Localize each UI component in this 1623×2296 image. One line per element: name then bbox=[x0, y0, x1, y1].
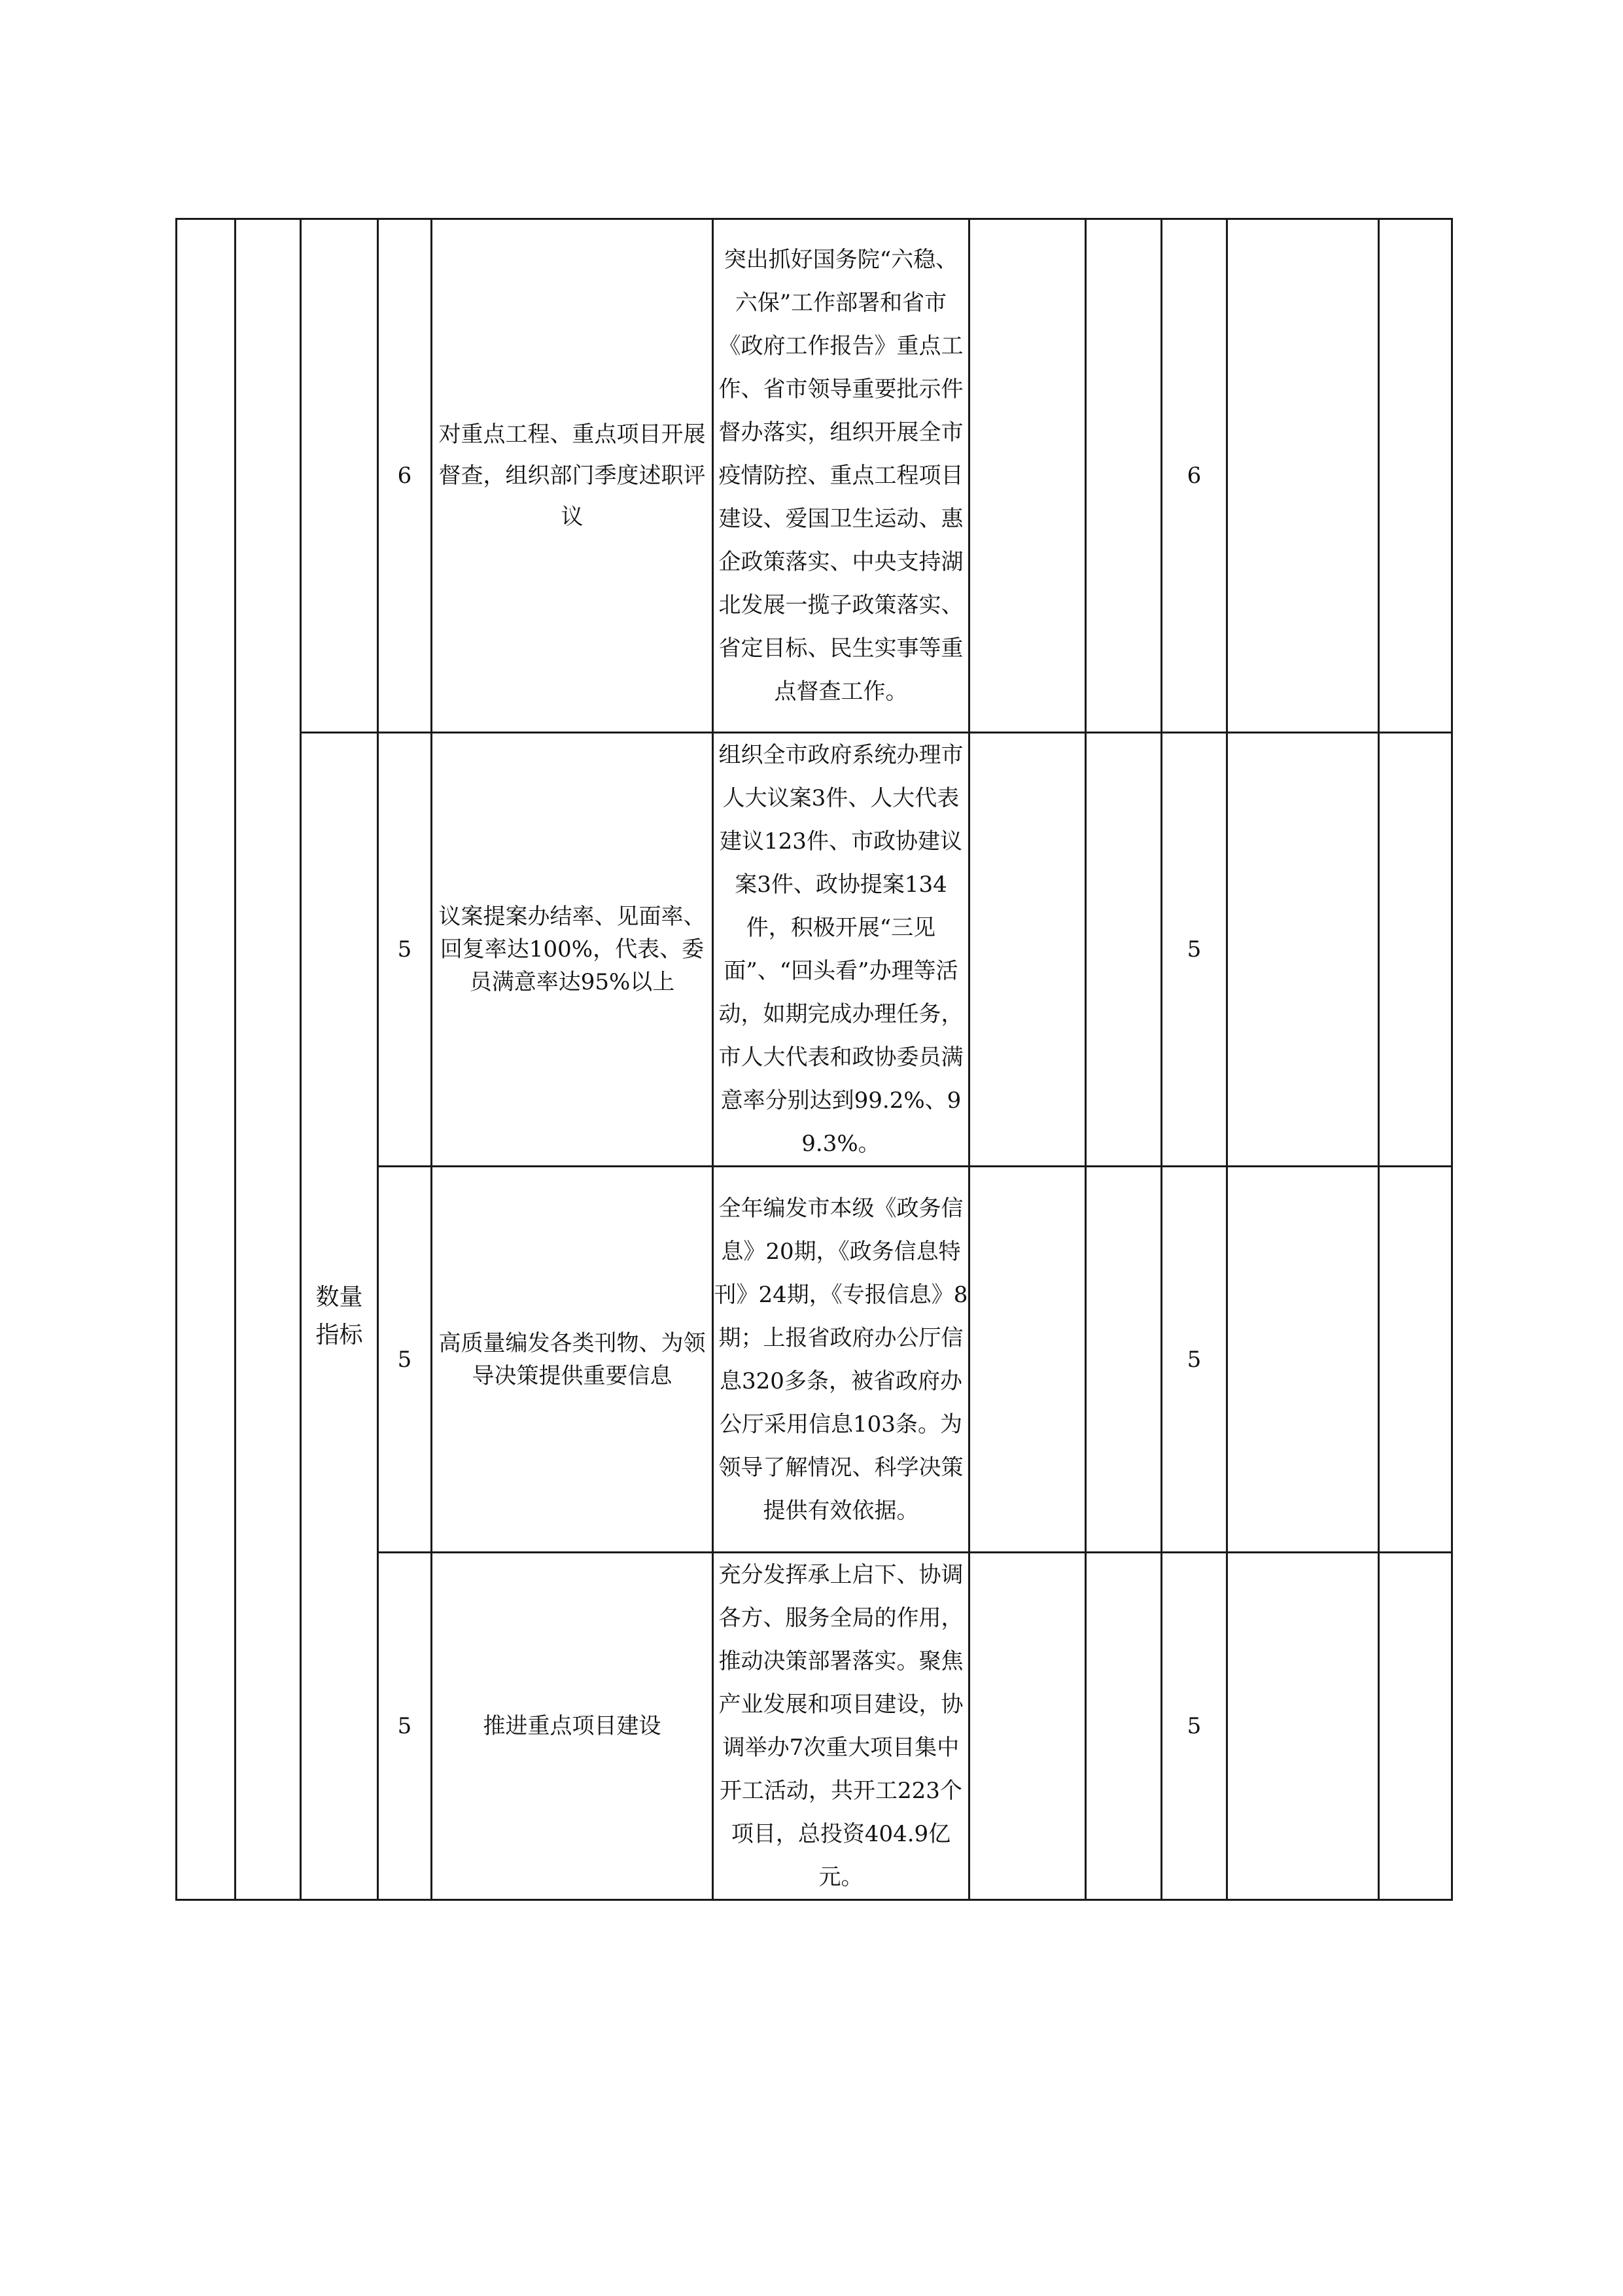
level3-indicator-cell bbox=[301, 219, 378, 733]
weight-cell: 5 bbox=[378, 733, 432, 1167]
indicator-content-cell: 推进重点项目建设 bbox=[432, 1553, 713, 1900]
table-row-2 bbox=[177, 733, 1452, 1167]
achievement-cell: 充分发挥承上启下、协调各方、服务全局的作用，推动决策部署落实。聚焦产业发展和项目建设，协调举办7次重大项目集中开工活动，共开工223个项目，总投资404.9亿元。 bbox=[713, 1553, 969, 1900]
blank-cell bbox=[969, 1553, 1086, 1900]
blank-cell bbox=[1086, 219, 1162, 733]
blank-cell bbox=[1379, 1167, 1452, 1553]
blank-cell bbox=[969, 733, 1086, 1167]
performance-indicator-table bbox=[175, 218, 1453, 1901]
blank-cell bbox=[969, 219, 1086, 733]
blank-cell bbox=[1379, 733, 1452, 1167]
blank-cell bbox=[969, 1167, 1086, 1553]
level2-indicator-cell bbox=[236, 219, 301, 1900]
level1-indicator-cell bbox=[177, 219, 236, 1900]
achievement-cell: 突出抓好国务院“六稳、六保”工作部署和省市《政府工作报告》重点工作、省市领导重要批示件督办落实，组织开展全市疫情防控、重点工程项目建设、爱国卫生运动、惠企政策落实、中央支持湖北发展一揽子政策落实、省定目标、民生实事等重点督查工作。 bbox=[713, 219, 969, 733]
blank-cell bbox=[1227, 1553, 1379, 1900]
indicator-content-cell: 高质量编发各类刊物、为领导决策提供重要信息 bbox=[432, 1167, 713, 1553]
achievement-cell: 全年编发市本级《政务信息》20期，《政务信息特刊》24期，《专报信息》8期；上报省政府办公厅信息320多条，被省政府办公厅采用信息103条。为领导了解情况、科学决策提供有效依据。 bbox=[713, 1167, 969, 1553]
weight-cell: 5 bbox=[378, 1167, 432, 1553]
blank-cell bbox=[1227, 733, 1379, 1167]
blank-cell bbox=[1379, 1553, 1452, 1900]
score-cell: 5 bbox=[1162, 1167, 1227, 1553]
blank-cell bbox=[1227, 219, 1379, 733]
blank-cell bbox=[1086, 1167, 1162, 1553]
table-row-1 bbox=[177, 219, 1452, 733]
score-cell: 5 bbox=[1162, 733, 1227, 1167]
score-cell: 6 bbox=[1162, 219, 1227, 733]
quantity-indicator-label bbox=[301, 733, 378, 1900]
weight-cell: 5 bbox=[378, 1553, 432, 1900]
blank-cell bbox=[1086, 733, 1162, 1167]
category-label-text: 数量 指标 bbox=[315, 1283, 363, 1349]
score-cell: 5 bbox=[1162, 1553, 1227, 1900]
blank-cell bbox=[1227, 1167, 1379, 1553]
indicator-content-cell: 对重点工程、重点项目开展督查，组织部门季度述职评议 bbox=[432, 219, 713, 733]
blank-cell bbox=[1379, 219, 1452, 733]
weight-cell: 6 bbox=[378, 219, 432, 733]
indicator-content-cell: 议案提案办结率、见面率、回复率达100%，代表、委员满意率达95%以上 bbox=[432, 733, 713, 1167]
achievement-cell: 组织全市政府系统办理市人大议案3件、人大代表建议123件、市政协建议案3件、政协提案134件，积极开展“三见面”、“回头看”办理等活动，如期完成办理任务，市人大代表和政协委员满意率分别达到99.2%、99.3%。 bbox=[713, 733, 969, 1167]
blank-cell bbox=[1086, 1553, 1162, 1900]
